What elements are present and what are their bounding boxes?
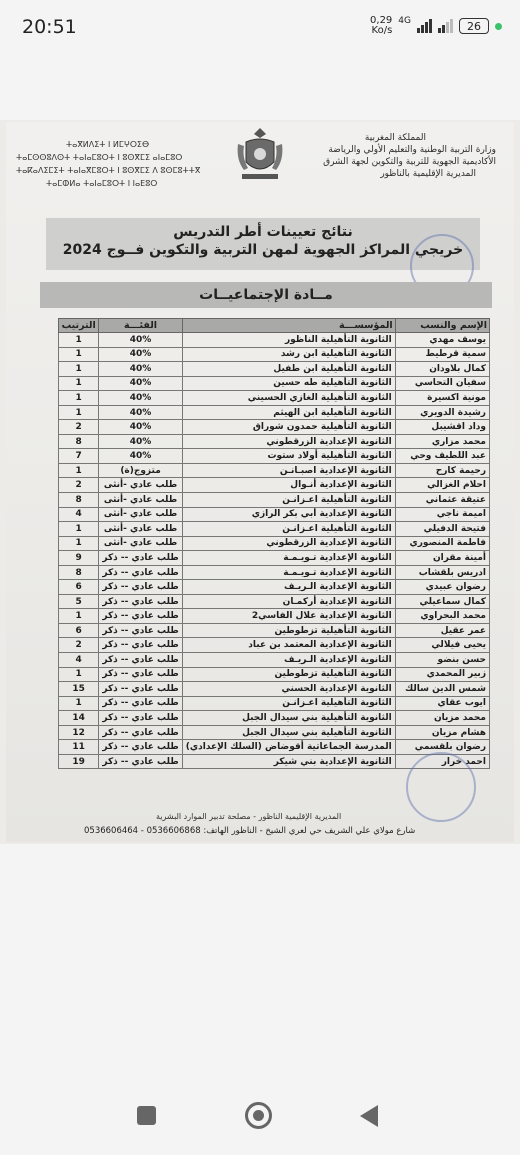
cell-rank: 19 <box>59 754 99 769</box>
cell-institution: الثانوية التأهيلية ابن رشد <box>182 347 395 362</box>
battery-level: 26 <box>467 19 481 33</box>
battery-icon <box>459 18 489 34</box>
recent-apps-button[interactable] <box>137 1106 156 1125</box>
cell-rank: 7 <box>59 449 99 464</box>
header-line: وزارة التربية الوطنية والتعليم الأولي والرياضة <box>328 145 496 155</box>
header-line: ⵜⴰⴽⴰⴷⵉⵎⵉⵜ ⵜⴰⵏⴰⴳⵎⵓⵔⵜ ⵏ ⵓⵙⴳⵎⵉ ⴷ ⵓⵙⵎⵓⵜⵜⴳ <box>16 166 201 175</box>
cell-institution: الثانوية التأهيلية بني سيدال الجبل <box>182 711 395 726</box>
cell-institution: الثانوية التأهيلية طه حسين <box>182 376 395 391</box>
cell-institution: الثانوية التأهيلية ابن طفيل <box>182 362 395 377</box>
cell-institution: المدرسة الجماعاتية أقوضاض (السلك الإعدادي) <box>182 740 395 755</box>
cell-category: طلب عادي -- ذكر <box>99 594 182 609</box>
table-row <box>59 711 490 726</box>
speed-unit: Ko/s <box>371 25 393 36</box>
table-row <box>59 449 490 464</box>
cell-rank: 5 <box>59 594 99 609</box>
table-row <box>59 522 490 537</box>
cell-institution: الثانوية الإعدادية تـويـمـة <box>182 565 395 580</box>
cell-institution: الثانوية التأهيلية الناظور <box>182 333 395 348</box>
cell-institution: الثانوية الإعدادية الـريـف <box>182 580 395 595</box>
document-photo <box>0 120 520 844</box>
cell-institution: الثانوية الإعدادية الـريـف <box>182 653 395 668</box>
col-header-rank: الترتيب <box>59 319 99 333</box>
cell-rank: 12 <box>59 725 99 740</box>
assignments-table <box>58 318 490 769</box>
table-row <box>59 725 490 740</box>
cell-category: 40% <box>99 376 182 391</box>
cell-name: رضوان عبيدي <box>395 580 489 595</box>
document-title: نتائج تعيينات أطر التدريس <box>173 224 353 240</box>
table-row <box>59 362 490 377</box>
header-line: المملكة المغربية <box>364 133 426 143</box>
cell-rank: 1 <box>59 536 99 551</box>
ministry-header-arabic <box>323 132 496 180</box>
footer-service: المديرية الإقليمية الناظور - مصلحة تدبير الموارد البشرية <box>156 812 342 821</box>
privacy-dot-icon <box>495 23 502 30</box>
cell-category: 40% <box>99 362 182 377</box>
cell-category: 40% <box>99 405 182 420</box>
cell-institution: الثانوية التأهيلية اعـزانـن <box>182 696 395 711</box>
cell-category: طلب عادي -- ذكر <box>99 609 182 624</box>
document-viewer[interactable] <box>0 52 520 1087</box>
table-row <box>59 347 490 362</box>
table-row <box>59 478 490 493</box>
cell-rank: 1 <box>59 696 99 711</box>
cell-name: احمد خرار <box>395 754 489 769</box>
cell-rank: 1 <box>59 376 99 391</box>
cell-category: 40% <box>99 420 182 435</box>
cell-name: رضوان بلقسمي <box>395 740 489 755</box>
cell-rank: 1 <box>59 362 99 377</box>
table-row <box>59 623 490 638</box>
table-row <box>59 653 490 668</box>
table-row <box>59 551 490 566</box>
cell-name: هشام مزيان <box>395 725 489 740</box>
speed-value: 0,29 <box>370 15 393 26</box>
cell-institution: الثانوية الإعدادية بني شيكر <box>182 754 395 769</box>
cell-rank: 1 <box>59 667 99 682</box>
table-row <box>59 580 490 595</box>
cell-category: طلب عادي -أنثى <box>99 478 182 493</box>
col-header-category: الفئـــة <box>99 319 182 333</box>
cell-rank: 14 <box>59 711 99 726</box>
signal-icon <box>417 19 432 33</box>
cell-institution: الثانوية التأهيلية تزطوطين <box>182 667 395 682</box>
cell-institution: الثانوية التأهيلية اعـزانـن <box>182 493 395 508</box>
col-header-institution: المؤسســـة <box>182 319 395 333</box>
cell-institution: الثانوية الإعدادية الحسني <box>182 682 395 697</box>
cell-institution: الثانوية الإعدادية أركمـان <box>182 594 395 609</box>
table-row <box>59 493 490 508</box>
cell-category: طلب عادي -- ذكر <box>99 551 182 566</box>
cell-name: رحيمة كارح <box>395 463 489 478</box>
cell-institution: الثانوية التأهيلية بني سيدال الجبل <box>182 725 395 740</box>
cell-name: كمال بلاودان <box>395 362 489 377</box>
table-row <box>59 609 490 624</box>
header-line: ⵜⴰⵎⵙⵙⵓⴷⵙⵜ ⵜⴰⵏⴰⵎⵓⵔⵜ ⵏ ⵓⵙⴳⵎⵉ ⴰⵏⴰⵎⵓⵔ <box>16 153 183 162</box>
cell-name: محمد مزاري <box>395 434 489 449</box>
cell-category: 40% <box>99 347 182 362</box>
table-row <box>59 638 490 653</box>
cell-category: 40% <box>99 434 182 449</box>
home-button[interactable] <box>245 1102 272 1129</box>
cell-institution: الثانوية الإعدادية الزرقطوني <box>182 434 395 449</box>
cell-rank: 1 <box>59 522 99 537</box>
cell-rank: 1 <box>59 463 99 478</box>
cell-rank: 8 <box>59 493 99 508</box>
cell-category: طلب عادي -- ذكر <box>99 565 182 580</box>
table-row <box>59 696 490 711</box>
table-row <box>59 507 490 522</box>
cell-category: طلب عادي -- ذكر <box>99 740 182 755</box>
network-type: 4G <box>398 16 411 26</box>
cell-rank: 2 <box>59 420 99 435</box>
cell-category: طلب عادي -أنثى <box>99 522 182 537</box>
signal-2-icon <box>438 19 453 33</box>
table-body <box>59 333 490 769</box>
stamp-bottom <box>406 752 476 822</box>
table-row <box>59 667 490 682</box>
table-row <box>59 463 490 478</box>
cell-category: طلب عادي -- ذكر <box>99 623 182 638</box>
coat-of-arms-icon <box>232 124 288 186</box>
cell-rank: 1 <box>59 405 99 420</box>
back-button[interactable] <box>360 1105 378 1127</box>
cell-name: مونية اكسيرة <box>395 391 489 406</box>
cell-rank: 2 <box>59 478 99 493</box>
cell-name: ايوب عقاي <box>395 696 489 711</box>
cell-rank: 9 <box>59 551 99 566</box>
table-row <box>59 740 490 755</box>
cell-rank: 1 <box>59 347 99 362</box>
cell-name: وداد اقشيبل <box>395 420 489 435</box>
cell-name: سمية قرطيط <box>395 347 489 362</box>
cell-rank: 1 <box>59 609 99 624</box>
table-row <box>59 682 490 697</box>
cell-name: يحيى فيلالي <box>395 638 489 653</box>
cell-institution: الثانوية التأهيلية تزطوطين <box>182 623 395 638</box>
cell-category: طلب عادي -أنثى <box>99 507 182 522</box>
cell-name: عمر عقيل <box>395 623 489 638</box>
cell-institution: الثانوية التأهيلية الغازي الحسيني <box>182 391 395 406</box>
table-row <box>59 333 490 348</box>
cell-category: متزوج(ة) <box>99 463 182 478</box>
cell-name: محمد البحراوي <box>395 609 489 624</box>
header-line: ⵜⴰⵎⵀⵍⴰ ⵜⴰⵏⴰⵎⵓⵔⵜ ⵏ ⵏⴰⴹⵓⵔ <box>46 179 158 188</box>
status-icons <box>370 16 502 36</box>
cell-rank: 1 <box>59 333 99 348</box>
table-row <box>59 434 490 449</box>
cell-institution: الثانوية الإعدادية تـويـمـة <box>182 551 395 566</box>
cell-name: فاطمة المنصوري <box>395 536 489 551</box>
cell-rank: 4 <box>59 653 99 668</box>
status-bar <box>0 0 520 52</box>
cell-category: طلب عادي -- ذكر <box>99 682 182 697</box>
cell-name: محمد مزيان <box>395 711 489 726</box>
status-time: 20:51 <box>22 16 77 38</box>
cell-rank: 4 <box>59 507 99 522</box>
table-row <box>59 536 490 551</box>
cell-institution: الثانوية التأهيلية ابن الهيثم <box>182 405 395 420</box>
cell-name: عبد اللطيف وحي <box>395 449 489 464</box>
cell-name: سفيان التحاسي <box>395 376 489 391</box>
cell-rank: 6 <box>59 580 99 595</box>
table-row <box>59 594 490 609</box>
cell-name: فتيحة الدفيلي <box>395 522 489 537</box>
table-row <box>59 405 490 420</box>
table-row <box>59 391 490 406</box>
cell-institution: الثانوية التأهيلية أولاد ستوت <box>182 449 395 464</box>
cell-name: شمس الدين سالك <box>395 682 489 697</box>
cell-category: طلب عادي -- ذكر <box>99 580 182 595</box>
cell-category: طلب عادي -- ذكر <box>99 667 182 682</box>
cell-institution: الثانوية التأهيلية حمدون شوراق <box>182 420 395 435</box>
table-row <box>59 420 490 435</box>
cell-name: حسن بنضو <box>395 653 489 668</box>
cell-name: كمال سماعيلي <box>395 594 489 609</box>
header-line: ⵜⴰⴳⵍⴷⵉⵜ ⵏ ⵍⵎⵖⵔⵉⴱ <box>66 140 150 149</box>
network-speed <box>370 16 392 36</box>
ministry-header-tifinagh <box>16 138 200 190</box>
cell-institution: الثانوية الإعدادية الزرقطوني <box>182 536 395 551</box>
cell-name: عتيقة عثماني <box>395 493 489 508</box>
navigation-bar <box>0 1087 520 1155</box>
cell-name: ادريس بلقشاب <box>395 565 489 580</box>
cell-institution: الثانوية الإعدادية أنـوال <box>182 478 395 493</box>
cell-rank: 6 <box>59 623 99 638</box>
table-row <box>59 376 490 391</box>
cell-institution: الثانوية الإعدادية اصبـانـن <box>182 463 395 478</box>
table-header-row <box>59 319 490 333</box>
cell-category: 40% <box>99 391 182 406</box>
cell-rank: 8 <box>59 565 99 580</box>
cell-category: 40% <box>99 449 182 464</box>
cell-rank: 1 <box>59 391 99 406</box>
cell-category: طلب عادي -أنثى <box>99 536 182 551</box>
subject-banner: مــادة الإجتماعيــات <box>40 282 492 308</box>
cell-name: يوسف مهدي <box>395 333 489 348</box>
cell-category: طلب عادي -- ذكر <box>99 711 182 726</box>
cell-name: زبير المحمدي <box>395 667 489 682</box>
cell-category: طلب عادي -أنثى <box>99 493 182 508</box>
cell-category: طلب عادي -- ذكر <box>99 653 182 668</box>
cell-rank: 15 <box>59 682 99 697</box>
cell-name: احلام الغزالي <box>395 478 489 493</box>
cell-institution: الثانوية التأهيلية اعـزانـن <box>182 522 395 537</box>
cell-rank: 11 <box>59 740 99 755</box>
cell-category: طلب عادي -- ذكر <box>99 696 182 711</box>
document-paper <box>6 122 514 842</box>
cell-name: رشيدة الدويري <box>395 405 489 420</box>
table-row <box>59 565 490 580</box>
footer-address: شارع مولاي علي الشريف حي لعري الشيخ - الناظور الهاتف: 0536606868 - 0536606464 <box>84 826 416 836</box>
cell-name: اميمة ناجي <box>395 507 489 522</box>
cell-rank: 8 <box>59 434 99 449</box>
cell-name: أمينة مقران <box>395 551 489 566</box>
cell-rank: 2 <box>59 638 99 653</box>
document-subtitle: خريجي المراكز الجهوية لمهن التربية والتكوين فــوج 2024 <box>62 242 464 258</box>
cell-category: 40% <box>99 333 182 348</box>
header-line: الأكاديمية الجهوية للتربية والتكوين لجهة الشرق <box>323 157 496 167</box>
cell-category: طلب عادي -- ذكر <box>99 725 182 740</box>
cell-institution: الثانوية الإعدادية أبي بكر الرازي <box>182 507 395 522</box>
cell-institution: الثانوية الإعدادية المعتمد بن عباد <box>182 638 395 653</box>
cell-institution: الثانوية الإعدادية علال الفاسي2 <box>182 609 395 624</box>
cell-category: طلب عادي -- ذكر <box>99 638 182 653</box>
col-header-name: الإسم والنسب <box>395 319 489 333</box>
header-line: المديرية الإقليمية بالناظور <box>380 169 476 179</box>
cell-category: طلب عادي -- ذكر <box>99 754 182 769</box>
